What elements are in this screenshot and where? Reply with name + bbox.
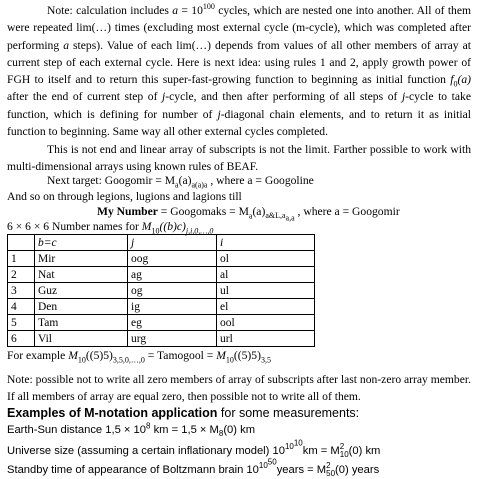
table-cell: oog <box>128 251 217 267</box>
table-row <box>8 315 315 331</box>
text: ((5)5) <box>233 349 261 362</box>
table-cell: ol <box>217 251 315 267</box>
text: This is not end and linear array of subscripts is not the limit. Farther possible to work with multi-dimensional arrays using known rules of BEAF. <box>7 143 471 174</box>
text: for some measurements: <box>217 406 360 420</box>
table-row <box>8 299 315 315</box>
paragraph-beaf <box>7 141 471 176</box>
text: Universe size (assuming a certain inflationary model) 10 <box>7 444 285 457</box>
subscript: 3,5,0,…,0 <box>112 355 145 365</box>
subscript: 0 <box>453 79 458 89</box>
examples-heading <box>7 406 359 420</box>
text: , where a = Googomir <box>294 205 400 218</box>
table-cell: ag <box>128 267 217 283</box>
table-cell: ul <box>217 283 315 299</box>
legions-line <box>7 190 242 203</box>
var-j: j <box>162 90 166 104</box>
table-header-row <box>8 235 315 251</box>
subscript: 10 <box>225 355 234 365</box>
sup-sub-stack <box>326 462 335 478</box>
sup-sub-stack <box>340 443 349 459</box>
text: Standby time of appearance of Boltzmann brain 10 <box>7 463 259 476</box>
text: after the end of current step of <box>7 90 163 104</box>
subscript: 8 <box>218 429 224 439</box>
table-cell: al <box>217 267 315 283</box>
table-cell: 4 <box>8 299 35 315</box>
text: For example <box>7 349 69 362</box>
subscript: 10 <box>339 450 349 459</box>
exponent: 10 <box>293 438 303 448</box>
table-cell: urg <box>128 331 217 347</box>
table-cell: Nat <box>35 267 128 283</box>
var-j: j <box>401 90 406 104</box>
text: Note: possible not to write all zero members of array of subscripts after last non-zero array member. If all members of array are equal zero, then possible not to write all of them. <box>7 373 471 403</box>
exponent: 10 <box>284 442 294 452</box>
table-cell: 1 <box>8 251 35 267</box>
number-names-table <box>7 234 315 347</box>
example-line <box>7 349 271 365</box>
next-target-line <box>47 174 314 190</box>
text: -cycle to take function, which is defining for number of <box>7 90 471 121</box>
table-cell: 3 <box>8 283 35 299</box>
table-cell: j <box>128 235 217 251</box>
table-cell: Tam <box>35 315 128 331</box>
exponent: 8 <box>146 421 151 431</box>
text: -cycle, and then after performing of all steps of <box>165 90 402 104</box>
table-row <box>8 267 315 283</box>
subscript: a(a)a <box>191 180 208 190</box>
names-title-line <box>7 220 214 236</box>
table-cell: Den <box>35 299 128 315</box>
text: Note: calculation includes <box>47 4 173 17</box>
text: Next target: Googomir = M <box>47 174 176 187</box>
subscript: a&L,a <box>265 211 286 221</box>
superscript: 2 <box>339 442 345 451</box>
table-cell: Vil <box>35 331 128 347</box>
text: (a) <box>178 174 192 187</box>
subscript: 10 <box>151 226 160 236</box>
table-cell: el <box>217 299 315 315</box>
table-cell: og <box>128 283 217 299</box>
text: = 10 <box>178 4 203 17</box>
text: Earth-Sun distance 1,5 × 10 <box>7 424 147 436</box>
table-cell: b=c <box>35 235 128 251</box>
func-arg: (a) <box>457 73 471 87</box>
text: (0) years <box>335 463 380 476</box>
text: ((5)5) <box>85 349 113 362</box>
universe-size-line <box>7 438 381 459</box>
table-row <box>8 283 315 299</box>
subscript: a <box>175 180 179 190</box>
table-cell: 5 <box>8 315 35 331</box>
table-cell: 6 <box>8 331 35 347</box>
text: (a) <box>252 205 266 218</box>
table-cell: ig <box>128 299 217 315</box>
text: years = M <box>276 463 327 476</box>
my-number-line <box>97 205 400 223</box>
text: And so on through legions, lugions and lagions till <box>7 190 242 203</box>
text: km = M <box>302 444 340 457</box>
table-cell: ool <box>217 315 315 331</box>
earth-sun-line <box>7 421 256 439</box>
subscript: j,i,0,…,0 <box>185 226 214 236</box>
superscript: 2 <box>326 461 331 470</box>
exponent: 100 <box>202 2 215 12</box>
text: (0) km <box>348 444 381 457</box>
text: = Googomaks = M <box>157 205 249 218</box>
text: = Tamogool = <box>144 349 217 362</box>
my-number-label: My Number <box>97 205 158 218</box>
table-cell: 2 <box>8 267 35 283</box>
subscript: 10 <box>77 355 86 365</box>
func-M: M <box>216 349 226 362</box>
table-row <box>8 251 315 267</box>
exponent: 50 <box>267 457 277 467</box>
table-cell: url <box>217 331 315 347</box>
var-j: j <box>217 107 221 121</box>
exponent: 10 <box>258 461 268 471</box>
var-a: a <box>63 38 69 52</box>
table-cell: i <box>217 235 315 251</box>
text: , where a = Googoline <box>207 174 314 187</box>
func-M: M <box>68 349 78 362</box>
table-cell: Mir <box>35 251 128 267</box>
heading-bold: Examples of M-notation application <box>7 406 218 420</box>
func-M: M <box>141 220 152 233</box>
text: -diagonal chain elements, and to return it as initial function to beginning. Same way all other external cycles completed. <box>7 107 471 139</box>
table-cell <box>8 235 35 251</box>
table-row <box>8 331 315 347</box>
table-cell: eg <box>128 315 217 331</box>
text: ((b)c) <box>159 220 186 233</box>
paragraph-calculation <box>7 2 471 140</box>
subscript: a,a <box>285 213 295 223</box>
subscript: a <box>248 211 253 221</box>
boltzmann-line <box>7 457 380 478</box>
note-zero-members <box>7 371 471 405</box>
text: (0) km <box>223 424 256 436</box>
text: cycles, which are nested one into another. All of them were repeated lim(…) times (excluding most external cycle (m-cycle), which was completed after performing <box>7 4 471 52</box>
text: 6 × 6 × 6 Number names for <box>7 220 142 233</box>
subscript: 3,5 <box>260 355 271 365</box>
var-a: a <box>172 4 179 17</box>
text: km = 1,5 × M <box>150 424 219 436</box>
text: steps). Value of each lim(…) depends from values of all other members of array at current step of each external cycle. Here is next idea: using rules 1 and 2, apply growth power of FGH to itself and to return this super-fast-growing function to beginning as initial function <box>7 38 471 87</box>
subscript: 50 <box>326 469 336 478</box>
table-cell: Guz <box>35 283 128 299</box>
func-f: f <box>450 73 454 87</box>
